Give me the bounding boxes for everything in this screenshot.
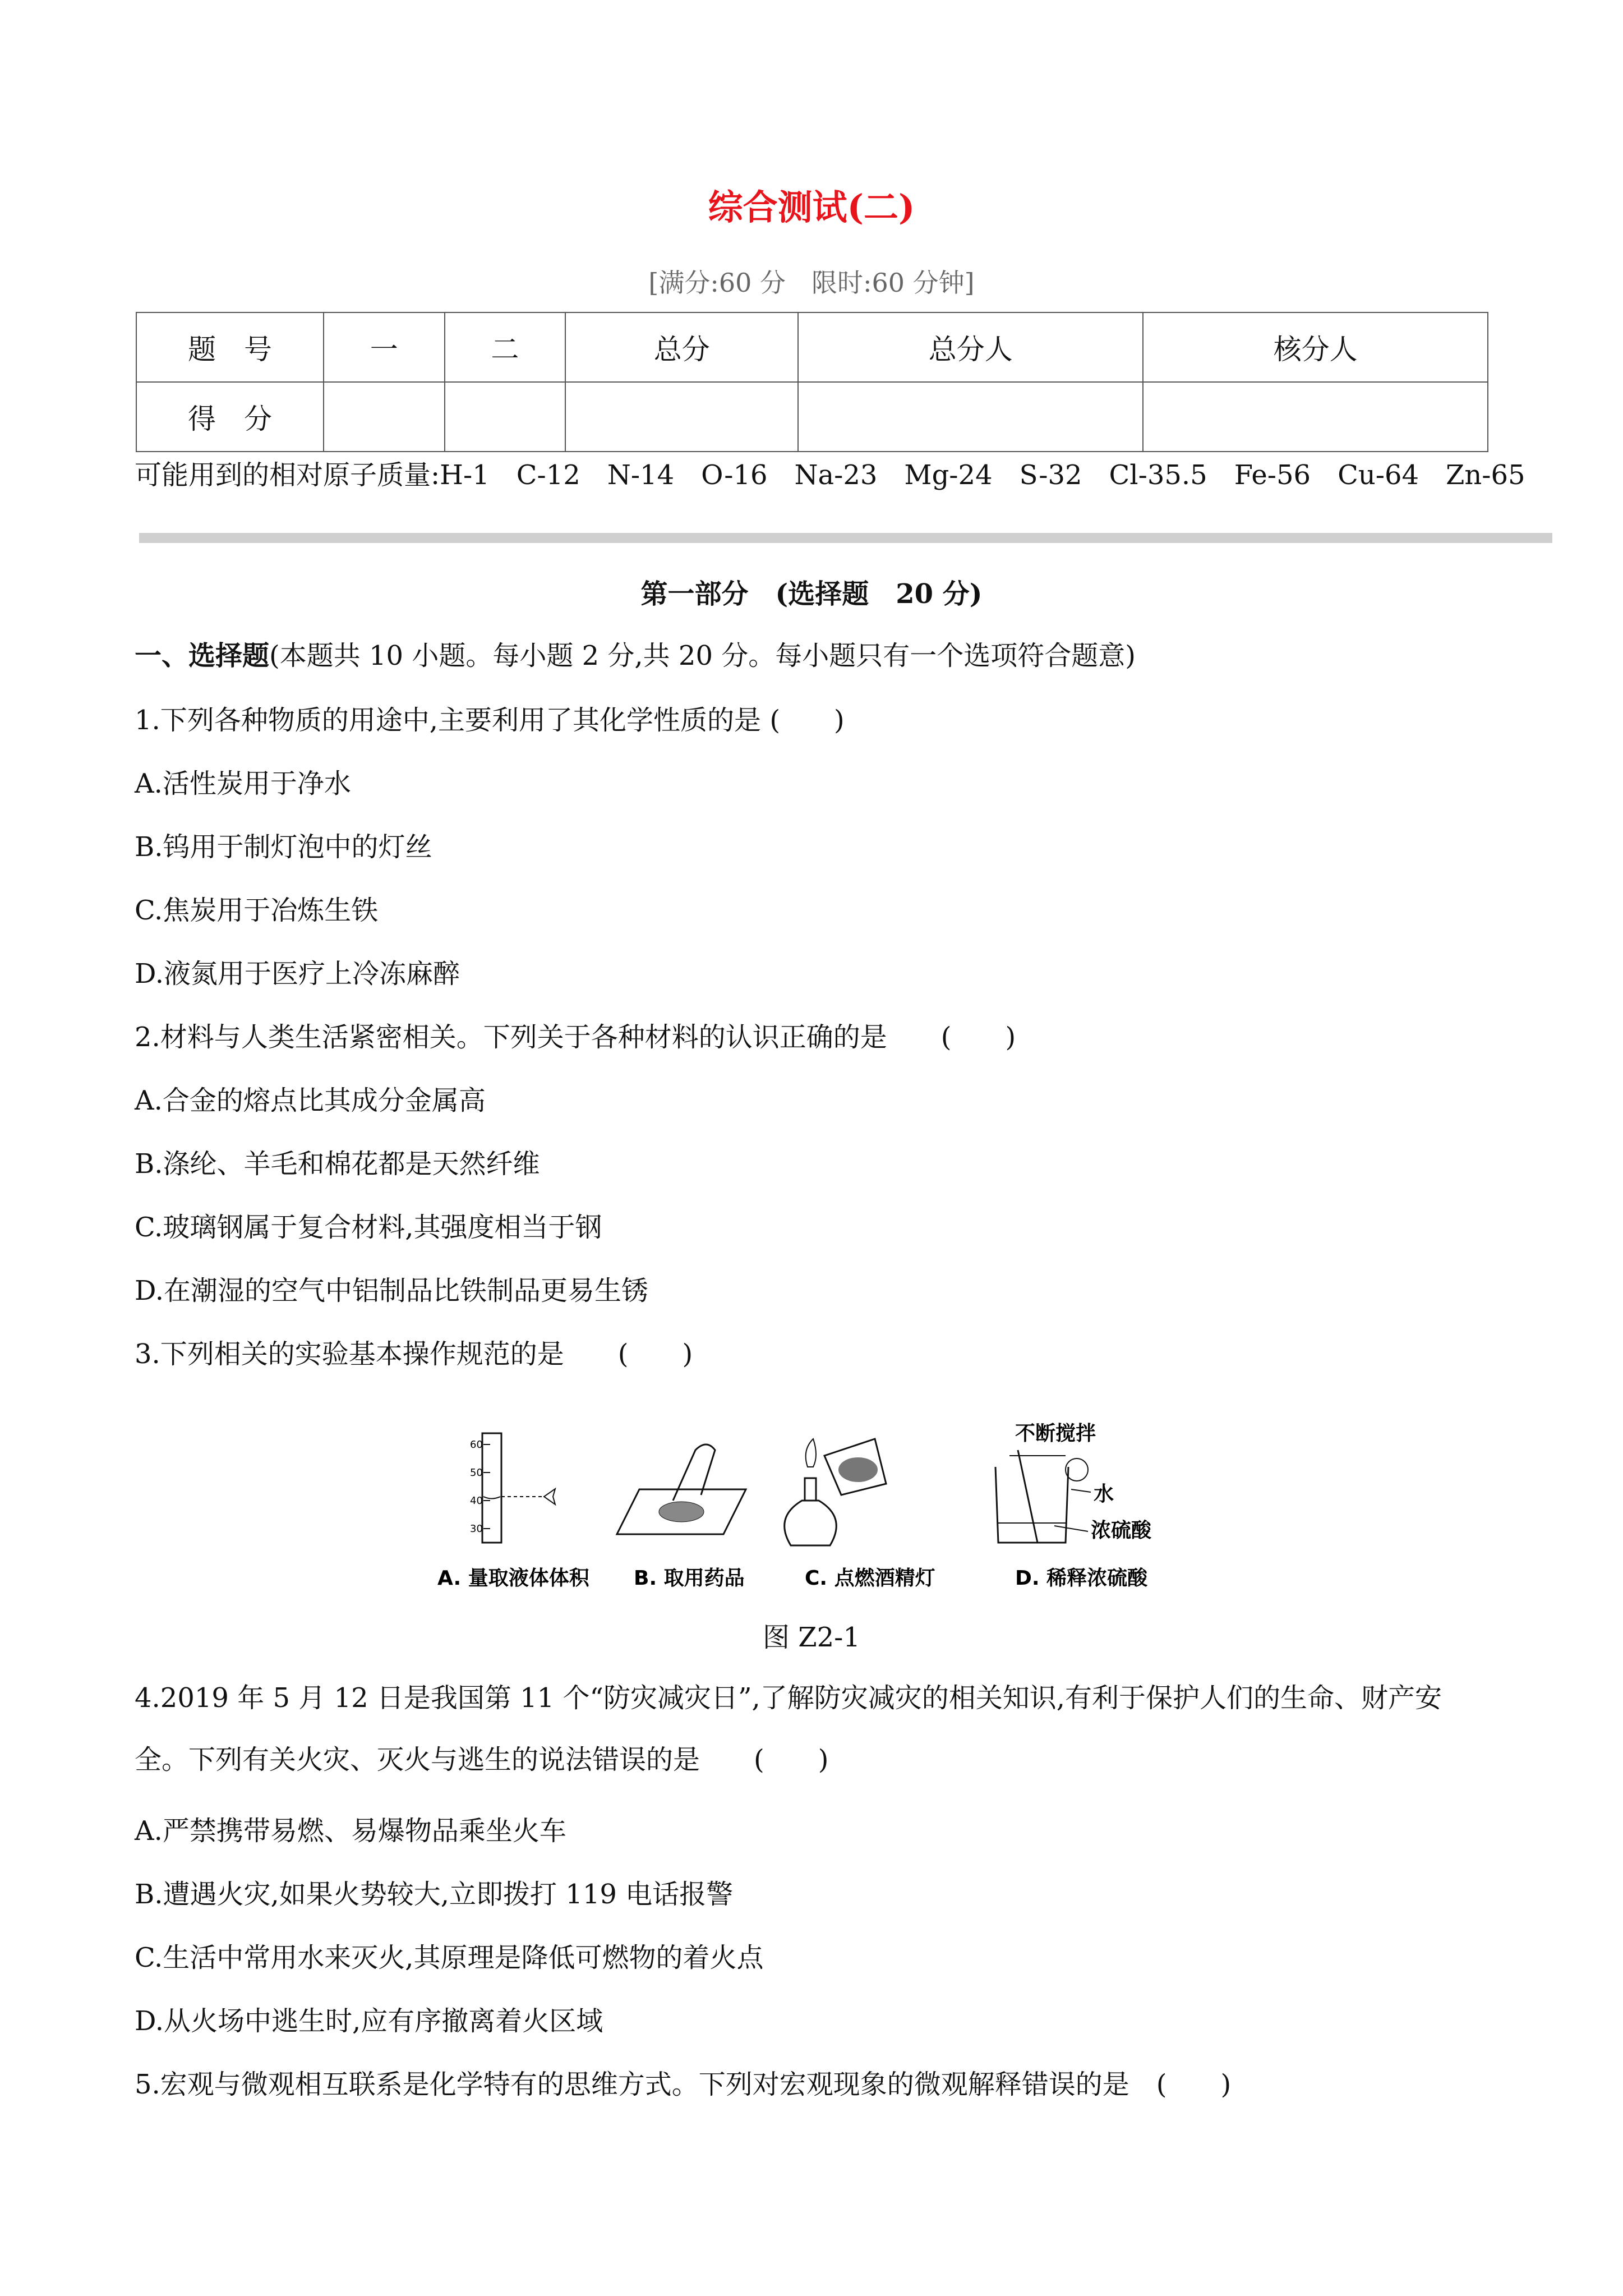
header-cell: 总分人 — [798, 312, 1143, 382]
section-heading — [135, 634, 1136, 673]
question-option: B.遭遇火灾,如果火势较大,立即拨打 119 电话报警 — [135, 1879, 734, 1910]
figure-label-b: B. 取用药品 — [634, 1567, 745, 1590]
alcohol-lamp-illustration — [785, 1439, 886, 1545]
cylinder-tick: 40 — [470, 1495, 483, 1507]
score-table-header-row — [136, 312, 1488, 382]
question-option: B.钨用于制灯泡中的灯丝 — [135, 831, 432, 863]
graduated-cylinder-illustration — [470, 1433, 555, 1543]
water-annotation: 水 — [1094, 1483, 1114, 1506]
cylinder-tick: 30 — [470, 1523, 483, 1535]
atomic-mass-note: 可能用到的相对原子质量:H-1 C-12 N-14 O-16 Na-23 Mg-24 S-32 Cl-35.5 Fe-56 Cu-64 Zn-65 — [135, 459, 1525, 491]
header-cell: 核分人 — [1143, 312, 1488, 382]
header-cell: 题 号 — [136, 312, 324, 382]
section-divider — [139, 533, 1552, 543]
cylinder-tick: 60 — [470, 1439, 483, 1451]
question-option: C.焦炭用于冶炼生铁 — [135, 895, 379, 926]
question-stem: 3.下列相关的实验基本操作规范的是 ( ) — [135, 1338, 693, 1370]
score-cell — [798, 382, 1143, 452]
question-option: D.液氮用于医疗上冷冻麻醉 — [135, 958, 460, 990]
page-title: 综合测试(二) — [708, 187, 915, 228]
acid-annotation: 浓硫酸 — [1091, 1519, 1152, 1542]
figure-caption: 图 Z2-1 — [763, 1622, 860, 1653]
experiment-figure — [432, 1416, 1217, 1596]
question-option: A.合金的熔点比其成分金属高 — [135, 1085, 486, 1116]
score-cell — [445, 382, 566, 452]
question-option: B.涤纶、羊毛和棉花都是天然纤维 — [135, 1148, 540, 1180]
question-stem: 2.材料与人类生活紧密相关。下列关于各种材料的认识正确的是 ( ) — [135, 1022, 1016, 1053]
dilution-illustration — [995, 1422, 1152, 1543]
question-option: A.严禁携带易燃、易爆物品乘坐火车 — [135, 1815, 566, 1847]
figure-label-d: D. 稀释浓硫酸 — [1015, 1567, 1148, 1590]
question-stem: 4.2019 年 5 月 12 日是我国第 11 个“防灾减灾日”,了解防灾减灾的相关知识,有利于保护人们的生命、财产安全。下列有关火灾、灭火与逃生的说法错误的是 ( ) — [135, 1682, 1442, 1775]
section-label: 一、选择题 — [135, 640, 270, 671]
score-table — [136, 312, 1488, 452]
header-cell: 二 — [445, 312, 566, 382]
stir-annotation: 不断搅拌 — [1015, 1422, 1096, 1445]
score-table-score-row — [136, 382, 1488, 452]
score-cell — [1143, 382, 1488, 452]
score-cell — [565, 382, 798, 452]
score-cell — [324, 382, 445, 452]
question-stem: 1.下列各种物质的用途中,主要利用了其化学性质的是 ( ) — [135, 705, 845, 736]
cylinder-tick: 50 — [470, 1467, 483, 1479]
question-stem: 5.宏观与微观相互联系是化学特有的思维方式。下列对宏观现象的微观解释错误的是 ( ) — [135, 2069, 1232, 2100]
question-option: C.生活中常用水来灭火,其原理是降低可燃物的着火点 — [135, 1942, 764, 1973]
figure-label-c: C. 点燃酒精灯 — [805, 1567, 935, 1590]
header-cell: 总分 — [565, 312, 798, 382]
exam-meta: [满分:60 分 限时:60 分钟] — [648, 268, 975, 298]
question-option: D.从火场中逃生时,应有序撤离着火区域 — [135, 2005, 603, 2037]
question-option: D.在潮湿的空气中铝制品比铁制品更易生锈 — [135, 1275, 649, 1306]
section-instructions: (本题共 10 小题。每小题 2 分,共 20 分。每小题只有一个选项符合题意) — [269, 640, 1136, 671]
question-option: C.玻璃钢属于复合材料,其强度相当于钢 — [135, 1212, 602, 1243]
part-heading: 第一部分 (选择题 20 分) — [640, 578, 983, 610]
row-label: 得 分 — [136, 382, 324, 452]
question-option: A.活性炭用于净水 — [135, 768, 351, 799]
hand-reagent-illustration — [617, 1444, 746, 1534]
figure-label-a: A. 量取液体体积 — [437, 1567, 589, 1590]
header-cell: 一 — [324, 312, 445, 382]
